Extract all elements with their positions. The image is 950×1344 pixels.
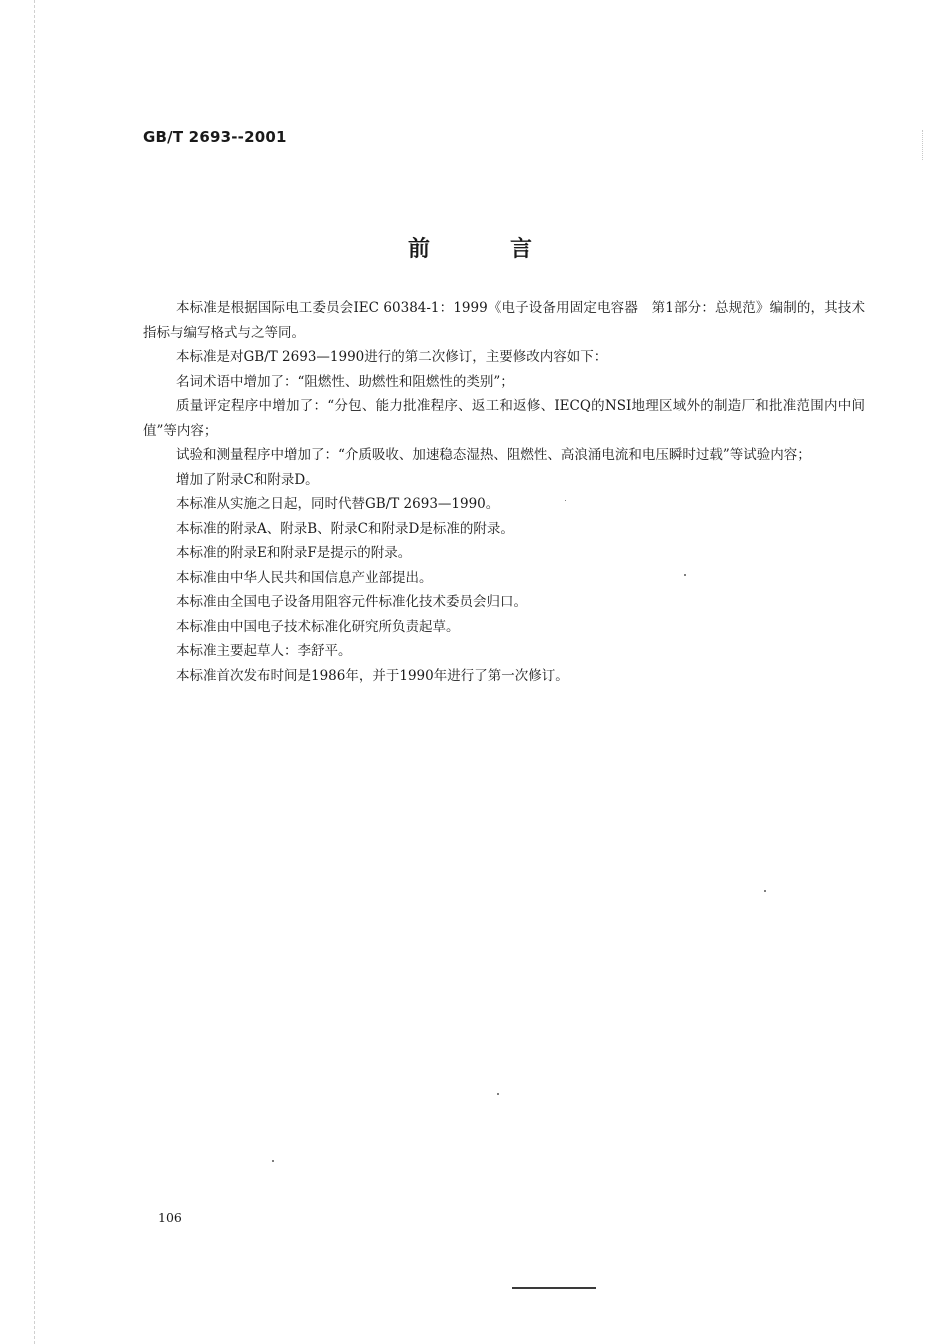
paragraph-4: 质量评定程序中增加了：“分包、能力批准程序、返工和返修、IECQ的NSI地理区域外的制造厂和批准范围内中间值”等内容；	[143, 398, 865, 439]
paragraph-9: 本标准的附录E和附录F是提示的附录。	[176, 545, 412, 561]
paragraph-6: 增加了附录C和附录D。	[176, 471, 319, 488]
paragraph-12: 本标准由中国电子技术标准化研究所负责起草。	[176, 618, 460, 635]
scan-speck	[565, 500, 566, 501]
footer-rule	[512, 1287, 596, 1289]
scan-edge-right	[922, 130, 923, 160]
paragraph-5: 试验和测量程序中增加了：“介质吸收、加速稳态湿热、阻燃性、高浪涌电流和电压瞬时过载”等试验内容；	[176, 447, 811, 463]
paragraph-8: 本标准的附录A、附录B、附录C和附录D是标准的附录。	[176, 520, 514, 537]
paragraph-11: 本标准由全国电子设备用阻容元件标准化技术委员会归口。	[176, 594, 527, 610]
scan-edge-left	[34, 0, 35, 1344]
scan-speck	[497, 1093, 499, 1095]
paragraph-2: 本标准是对GB/T 2693—1990进行的第二次修订，主要修改内容如下：	[176, 349, 608, 365]
scan-speck	[684, 574, 686, 576]
scan-speck	[272, 1160, 274, 1162]
paragraph-1: 本标准是根据国际电工委员会IEC 60384-1：1999《电子设备用固定电容器 第1部分：总规范》编制的，其技术指标与编写格式与之等同。	[143, 300, 865, 341]
page-title: 前言	[407, 237, 612, 262]
paragraph-14: 本标准首次发布时间是1986年，并于1990年进行了第一次修订。	[176, 667, 569, 684]
paragraph-10: 本标准由中华人民共和国信息产业部提出。	[176, 569, 433, 586]
paragraph-3: 名词术语中增加了：“阻燃性、助燃性和阻燃性的类别”；	[176, 373, 514, 390]
foreword-body	[143, 296, 865, 688]
standard-code: GB/T 2693--2001	[143, 128, 287, 146]
paragraph-7: 本标准从实施之日起，同时代替GB/T 2693—1990。	[176, 496, 500, 512]
page-number: 106	[158, 1210, 182, 1225]
paragraph-13: 本标准主要起草人：李舒平。	[176, 643, 352, 659]
scan-speck	[764, 890, 766, 892]
